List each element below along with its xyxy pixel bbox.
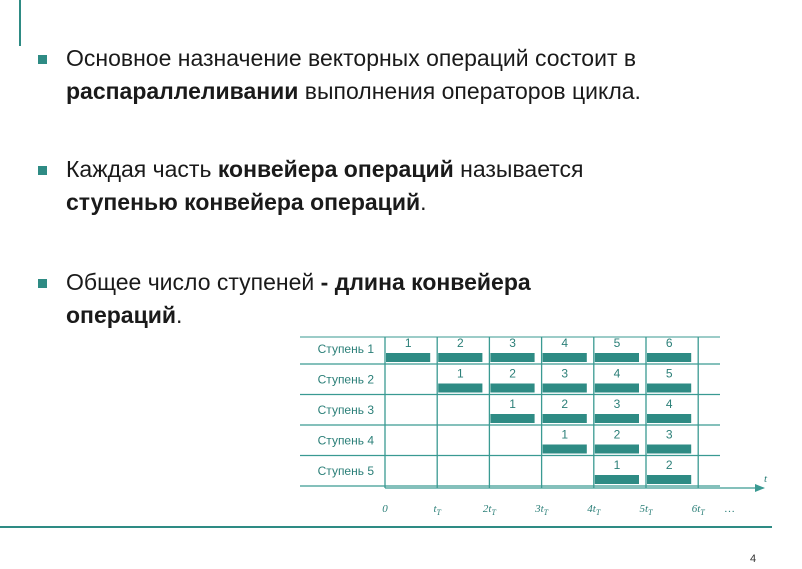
time-tick-subscript: T (595, 508, 601, 517)
operation-number: 1 (404, 336, 412, 350)
time-tick-label: 0 (382, 503, 388, 515)
time-tick-label: $3t_T$ (535, 503, 549, 517)
time-tick-label: $2t_T$ (482, 503, 496, 517)
operation-number: 2 (457, 336, 464, 350)
operation-number: 6 (665, 336, 673, 350)
operation-number: 2 (561, 397, 569, 411)
bold-term: конвейера операций (217, 156, 454, 182)
time-axis-arrow-icon (755, 484, 765, 492)
text-segment: называется (453, 156, 584, 182)
operation-bar (595, 445, 639, 454)
time-tick-label: $6t_T$ (691, 503, 705, 517)
operation-bar (438, 384, 482, 393)
time-tick-label: $4t_T$ (587, 503, 601, 517)
time-tick-label: $t_T$ (433, 503, 441, 517)
operation-number: 5 (613, 336, 621, 350)
operation-bar (490, 384, 534, 393)
operation-bar (647, 384, 691, 393)
operation-bar (543, 414, 587, 423)
operation-number: 2 (509, 366, 516, 381)
operation-bar (647, 353, 691, 362)
operation-bar (647, 445, 691, 454)
operation-number: 1 (457, 366, 464, 381)
operation-number: 3 (613, 397, 621, 411)
operation-bar (490, 353, 534, 362)
operation-bar (595, 353, 639, 362)
operation-bar (386, 353, 430, 362)
stage-label: Ступень 4 (317, 433, 374, 448)
operation-number: 1 (613, 458, 621, 472)
stage-label: Ступень 5 (317, 464, 374, 478)
page-number: 4 (750, 553, 757, 565)
bold-term: распараллеливании (66, 78, 299, 104)
operation-bar (543, 445, 587, 454)
operation-bar (647, 475, 691, 484)
text-segment: Основное назначение векторных операций состоит в (66, 45, 637, 71)
operation-number: 1 (561, 427, 569, 442)
operation-number: 3 (665, 427, 673, 442)
operation-number: 1 (509, 397, 516, 411)
text-segment: Общее число ступеней (66, 269, 321, 295)
text-segment: . (176, 302, 183, 328)
time-tick-subscript: T (543, 508, 549, 517)
stage-label: Ступень 3 (317, 403, 374, 417)
operation-number: 2 (665, 458, 673, 472)
text-segment: выполнения операторов цикла. (298, 78, 641, 104)
footer-rule (0, 526, 772, 528)
operation-bar (543, 353, 587, 362)
operation-bar (438, 353, 482, 362)
operation-bar (595, 384, 639, 393)
operation-number: 5 (665, 366, 673, 381)
operation-bar (595, 475, 639, 484)
time-tick-label: $5t_T$ (639, 503, 653, 517)
operation-number: 3 (561, 366, 569, 381)
operation-bar (647, 414, 691, 423)
operation-bar (543, 384, 587, 393)
stage-label: Ступень 2 (317, 372, 374, 387)
operation-number: 2 (613, 427, 621, 442)
operation-number: 4 (561, 336, 569, 350)
time-ellipsis: … (724, 503, 735, 515)
time-tick-subscript: T (648, 508, 653, 517)
text-segment: Каждая часть (66, 156, 218, 182)
operation-number: 4 (613, 366, 621, 381)
bold-term: операций (66, 302, 176, 328)
time-tick-subscript: T (700, 508, 705, 517)
bold-term: ступенью конвейера операций (66, 189, 421, 215)
stage-label: Ступень 1 (317, 342, 374, 356)
operation-bar (490, 414, 534, 423)
time-tick-subscript: T (491, 508, 496, 517)
time-tick-subscript: T (436, 508, 441, 517)
operation-bar (595, 414, 639, 423)
text-segment: . (420, 189, 427, 215)
operation-number: 3 (509, 336, 516, 350)
bold-term: - длина конвейера (320, 269, 531, 295)
operation-number: 4 (665, 397, 673, 411)
time-axis-label: t (764, 473, 768, 485)
